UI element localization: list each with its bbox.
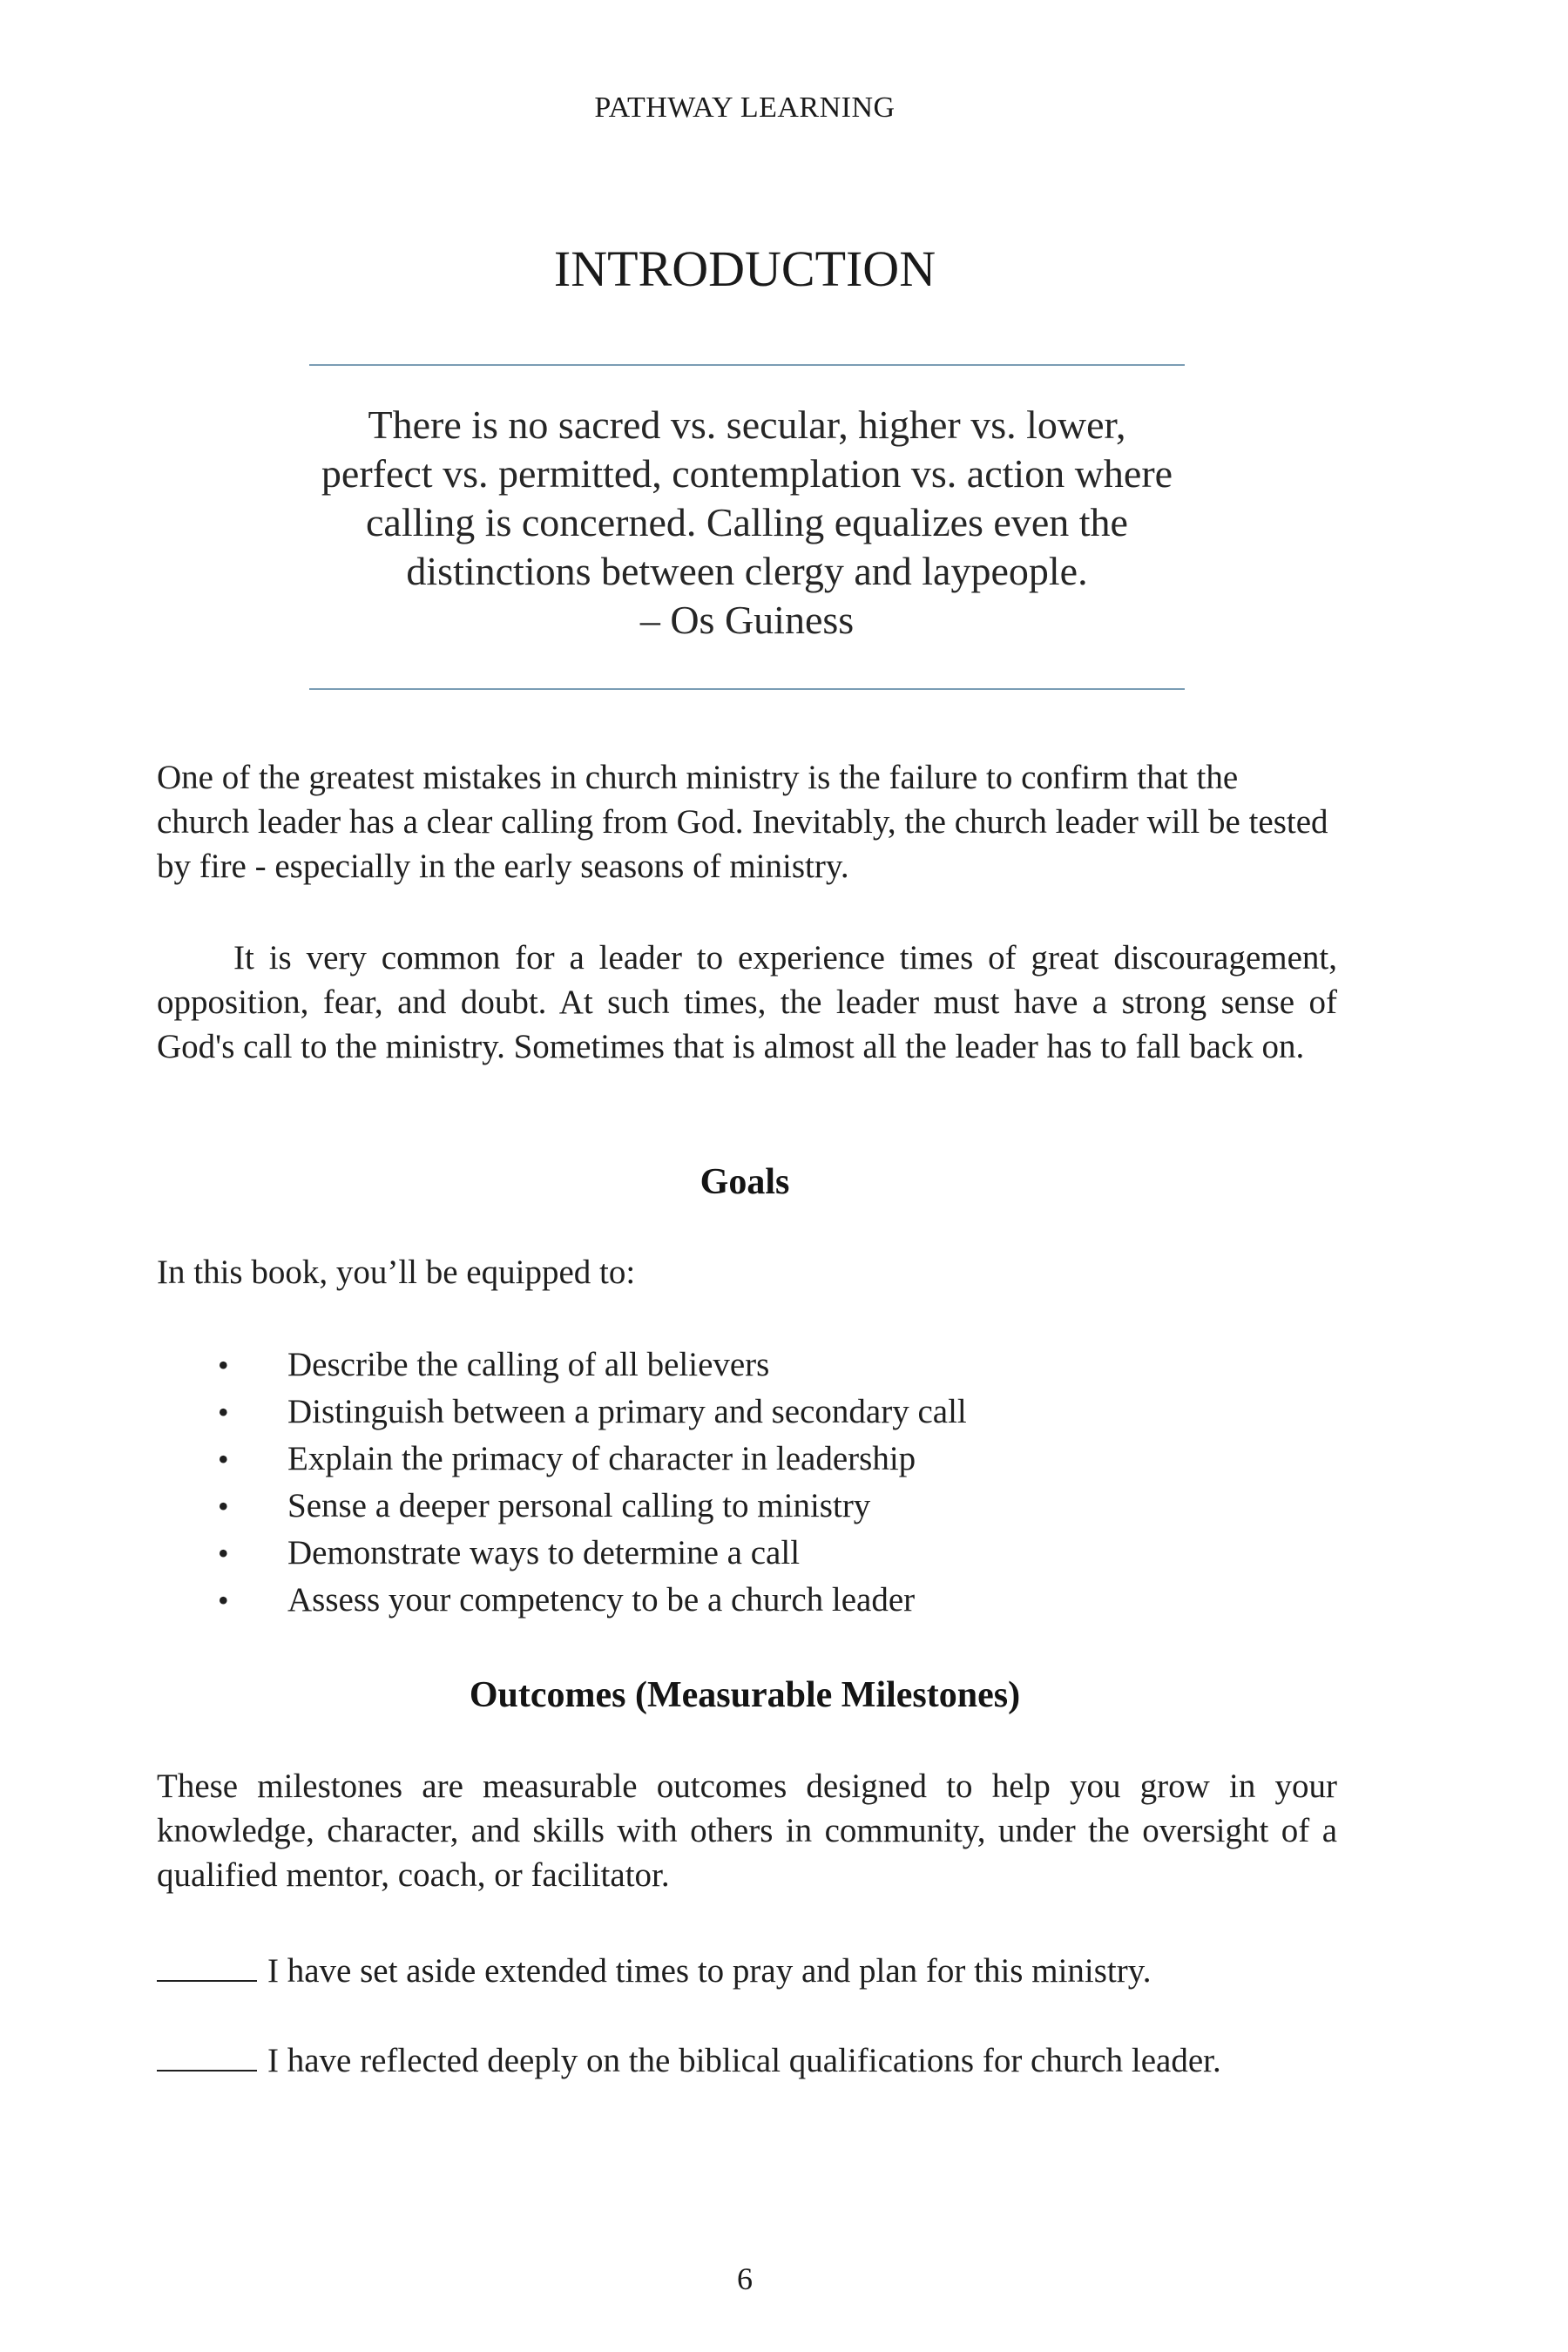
chapter-title: INTRODUCTION (553, 240, 936, 297)
intro-paragraph-1: One of the greatest mistakes in church ministry is the failure to confirm that the church leader has a clear calling from God. Inevitably, the church leader will be tested by fire - especially in the early seasons of ministry. (157, 759, 1328, 885)
epigraph-top-rule (309, 364, 1185, 366)
goals-heading: Goals (700, 1162, 790, 1202)
running-header: PATHWAY LEARNING (594, 91, 896, 124)
list-item (218, 1483, 1263, 1530)
epigraph-attribution: – Os Guiness (639, 598, 855, 642)
page-number: 6 (737, 2261, 753, 2296)
goal-text: Distinguish between a primary and secondary call (287, 1393, 967, 1430)
epigraph-quote: There is no sacred vs. secular, higher vs. lower, perfect vs. permitted, contemplation vs. action where calling is concerned. Calling equalizes even the distinctions between clergy and laypeople. (321, 402, 1173, 593)
milestone-text: I have reflected deeply on the biblical qualifications for church leader. (267, 2042, 1221, 2079)
outcomes-intro: These milestones are measurable outcomes designed to help you grow in your knowledge, character, and skills with others in community, under the oversight of a qualified mentor, coach, or facilitator. (157, 1767, 1337, 1894)
list-item (218, 1389, 1263, 1436)
epigraph-bottom-rule (309, 688, 1185, 690)
list-item (218, 1342, 1263, 1389)
goal-text: Explain the primacy of character in leadership (287, 1440, 916, 1477)
milestone-item (157, 1949, 1376, 1993)
milestone-blank-line[interactable] (157, 1954, 257, 1982)
goal-text: Demonstrate ways to determine a call (287, 1534, 801, 1571)
goals-list (218, 1342, 1263, 1624)
bullet-icon: • (218, 1395, 229, 1429)
milestone-item (157, 2038, 1376, 2083)
bullet-icon: • (218, 1536, 229, 1571)
bullet-icon: • (218, 1442, 229, 1477)
goal-text: Describe the calling of all believers (287, 1346, 770, 1383)
list-item (218, 1436, 1263, 1483)
list-item (218, 1577, 1263, 1624)
goal-text: Assess your competency to be a church leader (287, 1581, 916, 1619)
epigraph (309, 401, 1185, 645)
outcomes-heading: Outcomes (Measurable Milestones) (469, 1675, 1021, 1715)
goals-intro: In this book, you’ll be equipped to: (157, 1254, 636, 1291)
intro-paragraph-2: It is very common for a leader to experience times of great discouragement, opposition, fear, and doubt. At such times, the leader must have a strong sense of God's call to the ministry. Sometimes that is almost all the leader has to fall back on. (157, 939, 1337, 1065)
milestone-text: I have set aside extended times to pray and plan for this ministry. (267, 1952, 1152, 1990)
bullet-icon: • (218, 1583, 229, 1618)
bullet-icon: • (218, 1348, 229, 1382)
list-item (218, 1530, 1263, 1577)
goal-text: Sense a deeper personal calling to ministry (287, 1487, 871, 1524)
bullet-icon: • (218, 1489, 229, 1524)
milestone-blank-line[interactable] (157, 2044, 257, 2072)
